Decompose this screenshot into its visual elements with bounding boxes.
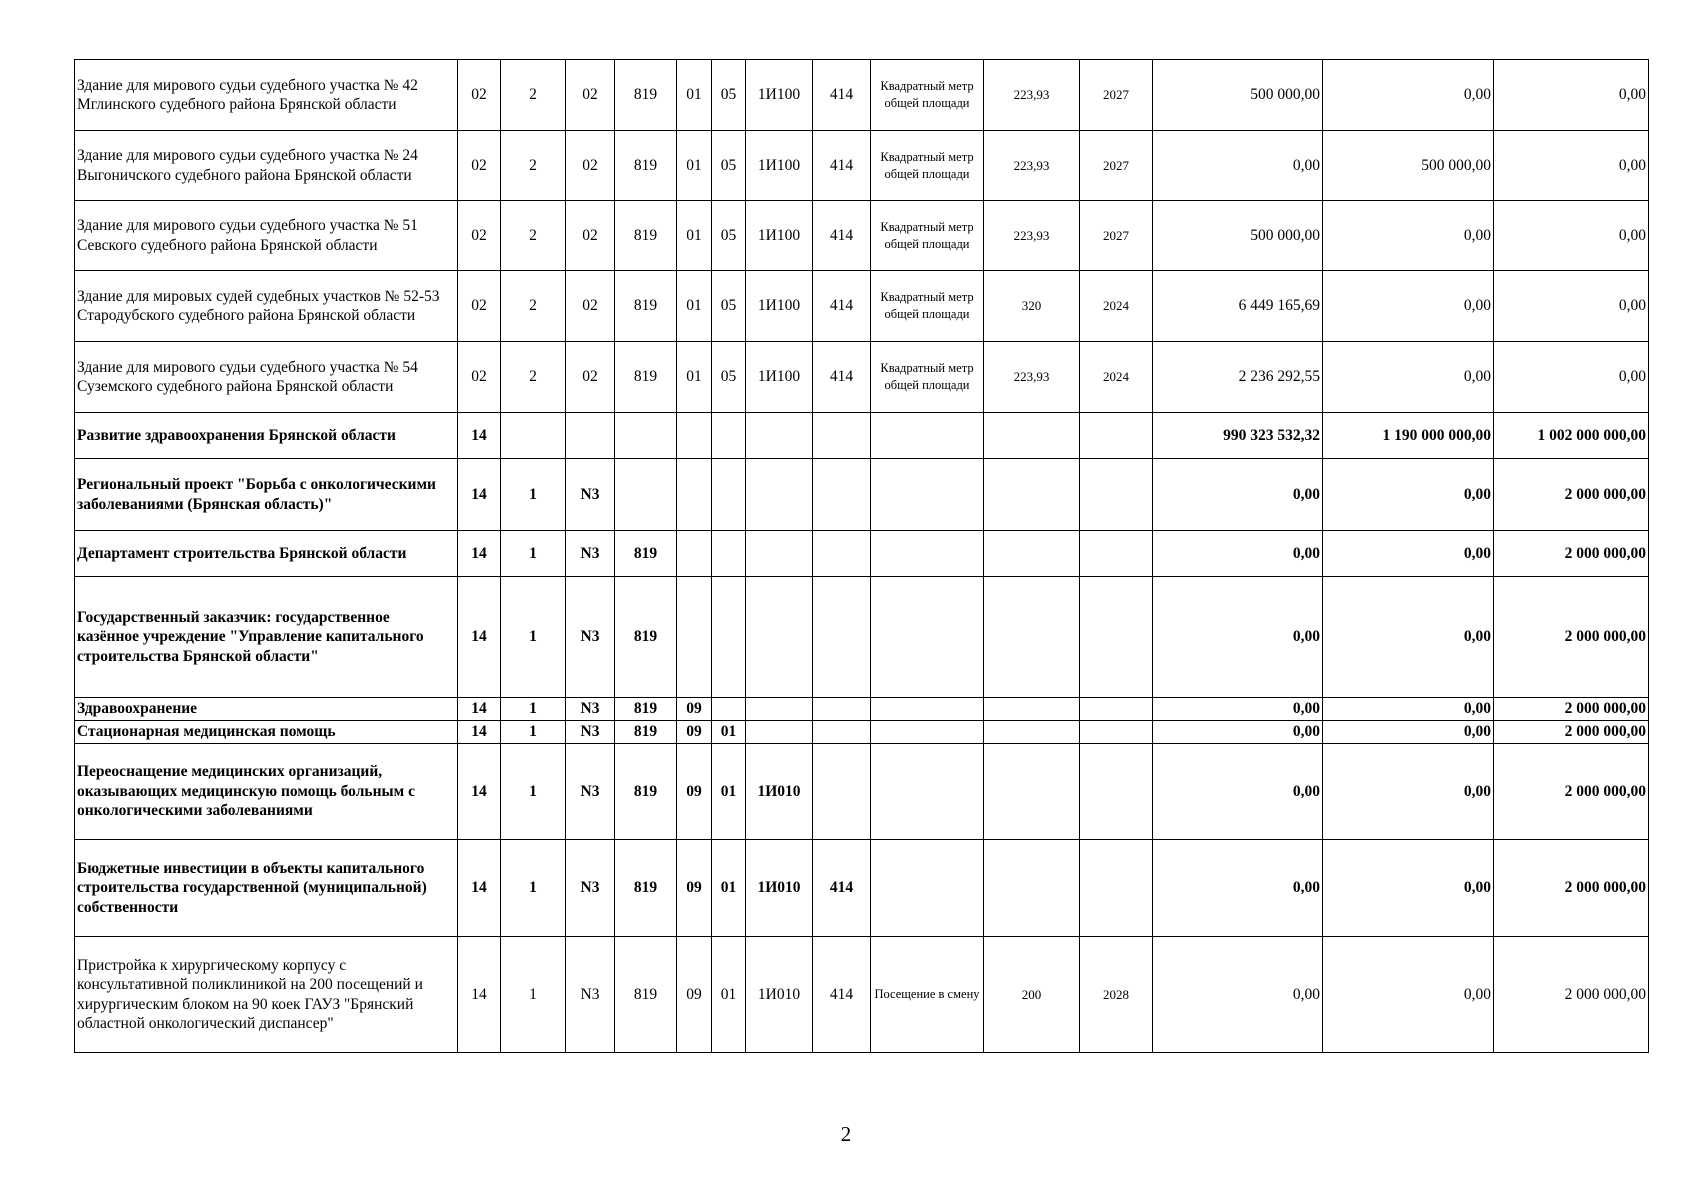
cell-code3: N3 [566, 744, 615, 840]
cell-sum2: 0,00 [1323, 698, 1494, 721]
cell-pr: 05 [712, 201, 746, 271]
cell-csr [746, 413, 813, 459]
cell-capacity [984, 413, 1080, 459]
cell-year [1080, 721, 1153, 744]
cell-sum3: 0,00 [1494, 271, 1649, 342]
cell-sum3: 0,00 [1494, 342, 1649, 413]
cell-csr [746, 577, 813, 698]
cell-code3: N3 [566, 531, 615, 577]
cell-pr [712, 459, 746, 531]
cell-code3: N3 [566, 577, 615, 698]
cell-sum1: 2 236 292,55 [1153, 342, 1323, 413]
cell-rz [677, 459, 712, 531]
cell-code2: 2 [501, 60, 566, 131]
cell-sum2: 0,00 [1323, 459, 1494, 531]
page-number: 2 [840, 1122, 852, 1146]
cell-name: Государственный заказчик: государственное казённое учреждение "Управление капитального строительства Брянской области" [75, 577, 458, 698]
cell-vr [813, 744, 871, 840]
cell-sum3: 2 000 000,00 [1494, 744, 1649, 840]
cell-capacity [984, 577, 1080, 698]
cell-vr: 414 [813, 342, 871, 413]
cell-unit [871, 531, 984, 577]
cell-code1: 14 [458, 744, 501, 840]
cell-code1: 02 [458, 342, 501, 413]
table-row [75, 60, 1649, 131]
cell-pr: 05 [712, 271, 746, 342]
cell-rz: 01 [677, 201, 712, 271]
cell-sum1: 0,00 [1153, 459, 1323, 531]
cell-code2: 1 [501, 459, 566, 531]
cell-sum3: 2 000 000,00 [1494, 577, 1649, 698]
cell-glava: 819 [615, 201, 677, 271]
cell-unit [871, 744, 984, 840]
cell-code3: 02 [566, 271, 615, 342]
cell-csr: 1И100 [746, 60, 813, 131]
cell-sum1: 0,00 [1153, 840, 1323, 937]
cell-pr [712, 413, 746, 459]
cell-sum2: 0,00 [1323, 342, 1494, 413]
cell-rz: 09 [677, 744, 712, 840]
cell-csr: 1И100 [746, 201, 813, 271]
cell-name: Здравоохранение [75, 698, 458, 721]
cell-capacity [984, 744, 1080, 840]
cell-code3: N3 [566, 698, 615, 721]
cell-code3: N3 [566, 459, 615, 531]
cell-unit [871, 577, 984, 698]
cell-vr: 414 [813, 937, 871, 1053]
cell-sum3: 0,00 [1494, 131, 1649, 201]
cell-year: 2027 [1080, 60, 1153, 131]
cell-name: Бюджетные инвестиции в объекты капитального строительства государственной (муниципальной) собственности [75, 840, 458, 937]
cell-year [1080, 698, 1153, 721]
cell-sum3: 0,00 [1494, 201, 1649, 271]
cell-pr: 01 [712, 937, 746, 1053]
cell-csr: 1И100 [746, 271, 813, 342]
cell-code2: 1 [501, 744, 566, 840]
cell-pr: 05 [712, 131, 746, 201]
cell-code3: N3 [566, 721, 615, 744]
cell-pr: 01 [712, 721, 746, 744]
table-row [75, 459, 1649, 531]
cell-code2 [501, 413, 566, 459]
cell-csr [746, 698, 813, 721]
cell-code3: N3 [566, 937, 615, 1053]
table-row [75, 131, 1649, 201]
cell-sum1: 0,00 [1153, 721, 1323, 744]
cell-sum3: 2 000 000,00 [1494, 937, 1649, 1053]
cell-name: Переоснащение медицинских организаций, оказывающих медицинскую помощь больным с онкологическими заболеваниями [75, 744, 458, 840]
cell-sum1: 500 000,00 [1153, 60, 1323, 131]
cell-pr: 05 [712, 342, 746, 413]
cell-unit: Квадратный метр общей площади [871, 131, 984, 201]
cell-rz: 01 [677, 131, 712, 201]
table-row [75, 840, 1649, 937]
cell-unit: Квадратный метр общей площади [871, 201, 984, 271]
cell-code1: 14 [458, 531, 501, 577]
cell-capacity: 320 [984, 271, 1080, 342]
cell-glava: 819 [615, 271, 677, 342]
cell-csr: 1И010 [746, 840, 813, 937]
cell-rz [677, 413, 712, 459]
cell-code1: 14 [458, 413, 501, 459]
cell-sum1: 6 449 165,69 [1153, 271, 1323, 342]
cell-sum2: 0,00 [1323, 937, 1494, 1053]
cell-sum3: 1 002 000 000,00 [1494, 413, 1649, 459]
cell-code3: N3 [566, 840, 615, 937]
cell-rz: 01 [677, 60, 712, 131]
cell-vr [813, 531, 871, 577]
cell-capacity [984, 698, 1080, 721]
cell-name: Здание для мирового судьи судебного участка № 24 Выгоничского судебного района Брянской области [75, 131, 458, 201]
cell-code1: 02 [458, 131, 501, 201]
cell-code1: 14 [458, 698, 501, 721]
cell-sum2: 0,00 [1323, 577, 1494, 698]
cell-name: Здание для мирового судьи судебного участка № 54 Суземского судебного района Брянской области [75, 342, 458, 413]
cell-glava: 819 [615, 60, 677, 131]
cell-glava: 819 [615, 937, 677, 1053]
cell-year [1080, 840, 1153, 937]
cell-unit: Посещение в смену [871, 937, 984, 1053]
cell-csr [746, 721, 813, 744]
cell-vr: 414 [813, 271, 871, 342]
cell-year: 2027 [1080, 201, 1153, 271]
table-row [75, 577, 1649, 698]
cell-code2: 1 [501, 698, 566, 721]
cell-year [1080, 459, 1153, 531]
cell-name: Развитие здравоохранения Брянской области [75, 413, 458, 459]
cell-sum1: 0,00 [1153, 698, 1323, 721]
cell-sum3: 0,00 [1494, 60, 1649, 131]
cell-pr: 01 [712, 744, 746, 840]
cell-sum2: 1 190 000 000,00 [1323, 413, 1494, 459]
cell-year [1080, 577, 1153, 698]
cell-capacity [984, 459, 1080, 531]
cell-code3: 02 [566, 201, 615, 271]
cell-csr [746, 531, 813, 577]
cell-name: Стационарная медицинская помощь [75, 721, 458, 744]
table-row [75, 271, 1649, 342]
cell-code1: 14 [458, 459, 501, 531]
cell-sum3: 2 000 000,00 [1494, 698, 1649, 721]
cell-sum2: 0,00 [1323, 201, 1494, 271]
cell-sum2: 500 000,00 [1323, 131, 1494, 201]
cell-sum3: 2 000 000,00 [1494, 459, 1649, 531]
cell-year [1080, 744, 1153, 840]
cell-name: Пристройка к хирургическому корпусу с консультативной поликлиникой на 200 посещений и хирургическим блоком на 90 коек ГАУЗ "Брянский областной онкологический диспансер" [75, 937, 458, 1053]
cell-capacity: 223,93 [984, 131, 1080, 201]
cell-csr: 1И100 [746, 342, 813, 413]
cell-sum2: 0,00 [1323, 744, 1494, 840]
cell-rz [677, 577, 712, 698]
cell-glava: 819 [615, 577, 677, 698]
cell-code1: 02 [458, 60, 501, 131]
cell-sum1: 990 323 532,32 [1153, 413, 1323, 459]
cell-sum1: 500 000,00 [1153, 201, 1323, 271]
cell-csr: 1И010 [746, 744, 813, 840]
cell-csr: 1И100 [746, 131, 813, 201]
cell-unit: Квадратный метр общей площади [871, 342, 984, 413]
cell-capacity [984, 531, 1080, 577]
cell-capacity [984, 840, 1080, 937]
cell-pr: 05 [712, 60, 746, 131]
cell-vr [813, 459, 871, 531]
cell-csr: 1И010 [746, 937, 813, 1053]
cell-glava: 819 [615, 744, 677, 840]
cell-sum1: 0,00 [1153, 744, 1323, 840]
table-row [75, 531, 1649, 577]
cell-code3: 02 [566, 342, 615, 413]
cell-code2: 2 [501, 131, 566, 201]
cell-vr: 414 [813, 201, 871, 271]
cell-vr: 414 [813, 840, 871, 937]
cell-pr [712, 531, 746, 577]
cell-rz: 01 [677, 342, 712, 413]
cell-pr: 01 [712, 840, 746, 937]
cell-code2: 2 [501, 201, 566, 271]
table-row [75, 937, 1649, 1053]
table-row [75, 413, 1649, 459]
cell-glava [615, 413, 677, 459]
cell-vr [813, 721, 871, 744]
cell-glava: 819 [615, 531, 677, 577]
cell-sum2: 0,00 [1323, 60, 1494, 131]
cell-code1: 14 [458, 577, 501, 698]
cell-sum1: 0,00 [1153, 131, 1323, 201]
cell-sum2: 0,00 [1323, 271, 1494, 342]
cell-sum2: 0,00 [1323, 840, 1494, 937]
cell-rz: 09 [677, 840, 712, 937]
cell-code3: 02 [566, 60, 615, 131]
cell-code2: 2 [501, 342, 566, 413]
cell-code2: 1 [501, 531, 566, 577]
cell-code1: 14 [458, 937, 501, 1053]
cell-sum1: 0,00 [1153, 531, 1323, 577]
cell-glava: 819 [615, 840, 677, 937]
cell-glava: 819 [615, 131, 677, 201]
cell-glava: 819 [615, 698, 677, 721]
cell-code1: 14 [458, 840, 501, 937]
cell-name: Департамент строительства Брянской области [75, 531, 458, 577]
table-row [75, 721, 1649, 744]
cell-capacity: 200 [984, 937, 1080, 1053]
cell-sum3: 2 000 000,00 [1494, 531, 1649, 577]
cell-rz: 09 [677, 937, 712, 1053]
cell-unit [871, 413, 984, 459]
cell-glava: 819 [615, 342, 677, 413]
cell-year: 2028 [1080, 937, 1153, 1053]
cell-year [1080, 413, 1153, 459]
cell-glava: 819 [615, 721, 677, 744]
cell-rz: 01 [677, 271, 712, 342]
cell-code1: 02 [458, 271, 501, 342]
cell-sum1: 0,00 [1153, 937, 1323, 1053]
table-row [75, 201, 1649, 271]
cell-pr [712, 577, 746, 698]
cell-sum3: 2 000 000,00 [1494, 721, 1649, 744]
budget-table [74, 59, 1649, 1053]
cell-capacity: 223,93 [984, 201, 1080, 271]
table-row [75, 698, 1649, 721]
cell-name: Здание для мирового судьи судебного участка № 42 Мглинского судебного района Брянской области [75, 60, 458, 131]
cell-unit: Квадратный метр общей площади [871, 271, 984, 342]
cell-capacity: 223,93 [984, 342, 1080, 413]
cell-csr [746, 459, 813, 531]
cell-rz [677, 531, 712, 577]
cell-code2: 2 [501, 271, 566, 342]
cell-vr [813, 577, 871, 698]
cell-year [1080, 531, 1153, 577]
cell-capacity: 223,93 [984, 60, 1080, 131]
table-body [75, 60, 1649, 1053]
cell-pr [712, 698, 746, 721]
cell-sum1: 0,00 [1153, 577, 1323, 698]
cell-sum2: 0,00 [1323, 531, 1494, 577]
cell-vr [813, 413, 871, 459]
cell-code2: 1 [501, 840, 566, 937]
cell-name: Региональный проект "Борьба с онкологическими заболеваниями (Брянская область)" [75, 459, 458, 531]
cell-glava [615, 459, 677, 531]
table-row [75, 342, 1649, 413]
table-row [75, 744, 1649, 840]
cell-name: Здание для мирового судьи судебного участка № 51 Севского судебного района Брянской области [75, 201, 458, 271]
cell-capacity [984, 721, 1080, 744]
cell-code1: 02 [458, 201, 501, 271]
cell-code2: 1 [501, 721, 566, 744]
cell-unit [871, 840, 984, 937]
cell-sum2: 0,00 [1323, 721, 1494, 744]
cell-rz: 09 [677, 721, 712, 744]
cell-year: 2027 [1080, 131, 1153, 201]
cell-name: Здание для мировых судей судебных участков № 52-53 Стародубского судебного района Брянской области [75, 271, 458, 342]
cell-year: 2024 [1080, 342, 1153, 413]
cell-unit: Квадратный метр общей площади [871, 60, 984, 131]
cell-unit [871, 721, 984, 744]
cell-unit [871, 459, 984, 531]
cell-vr: 414 [813, 60, 871, 131]
cell-code2: 1 [501, 937, 566, 1053]
cell-vr: 414 [813, 131, 871, 201]
cell-code3 [566, 413, 615, 459]
cell-code1: 14 [458, 721, 501, 744]
cell-sum3: 2 000 000,00 [1494, 840, 1649, 937]
cell-code2: 1 [501, 577, 566, 698]
cell-rz: 09 [677, 698, 712, 721]
cell-year: 2024 [1080, 271, 1153, 342]
cell-code3: 02 [566, 131, 615, 201]
cell-vr [813, 698, 871, 721]
cell-unit [871, 698, 984, 721]
